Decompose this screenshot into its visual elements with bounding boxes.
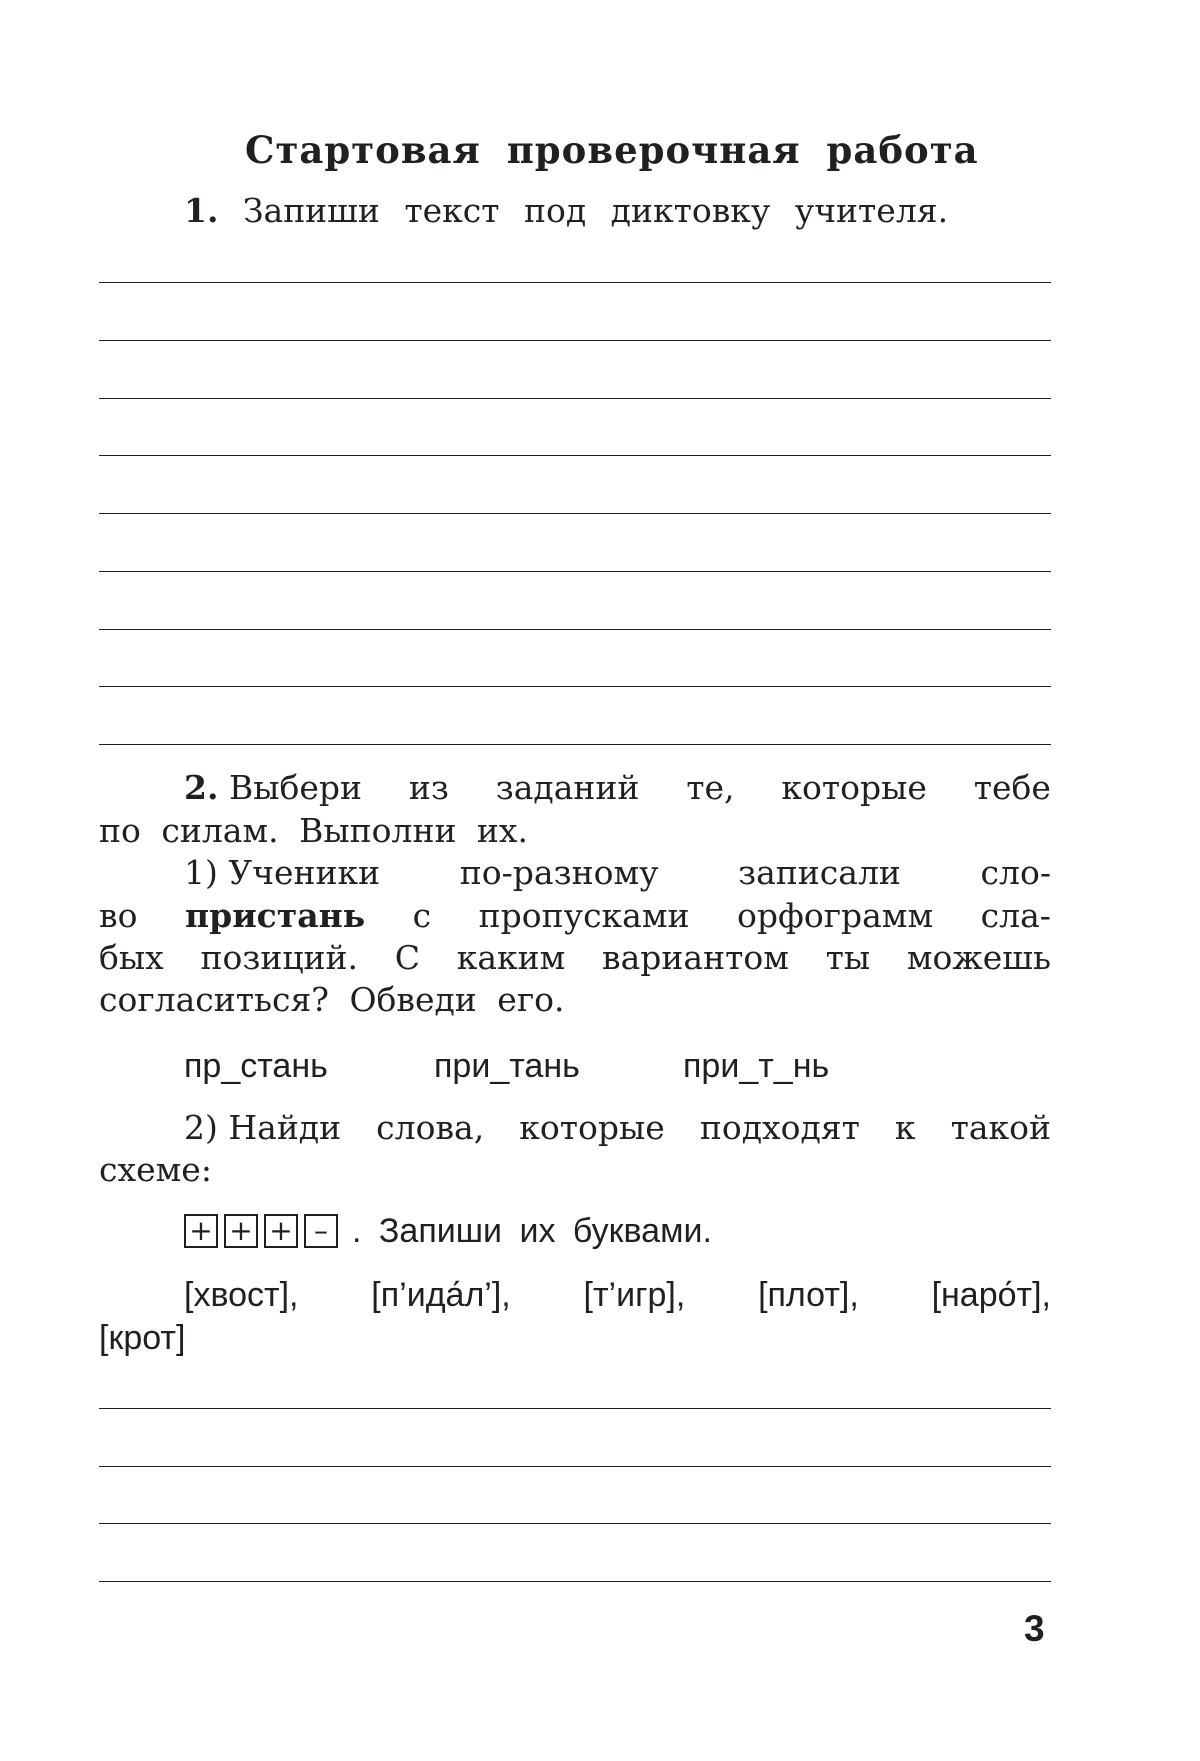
task-2-number: 2. [184,768,219,807]
option-1[interactable]: пр_стань [184,1047,328,1085]
writing-line [99,1408,1051,1409]
subtask-1-line-3: бых позиций. С каким вариантом ты можешь [99,938,1051,977]
subtask-1-line-2: во пристань с пропусками орфограмм сла- [99,896,1051,935]
option-2[interactable]: при_тань [434,1047,580,1085]
writing-line [99,1466,1051,1467]
page-number: 3 [1024,1608,1045,1649]
writing-line [99,1523,1051,1524]
writing-line [99,455,1051,456]
subtask-2-line-2: схеме: [99,1150,212,1189]
writing-line [99,398,1051,399]
keyword: пристань [184,896,366,935]
transcription-words [184,1278,1051,1312]
subtask-1-line-4: согласиться? Обведи его. [99,980,565,1019]
schema-cell: – [304,1214,338,1248]
writing-line [99,744,1051,745]
subtask-1-line-1: 1) Ученики по-разному записали сло- [184,853,1051,892]
subtask-2-instruction: . Запиши их буквами. [352,1212,712,1250]
transcription-word: [п’ида́л’], [371,1276,511,1314]
task-1 [184,191,949,230]
task-1-number: 1. [184,191,219,230]
option-3[interactable]: при_т_нь [683,1047,830,1085]
writing-line [99,282,1051,283]
writing-line [99,629,1051,630]
writing-line [99,513,1051,514]
transcription-word: [плот], [758,1276,859,1314]
sound-schema [184,1214,338,1248]
transcription-word: [наро́т], [931,1276,1051,1314]
task-2-line-2: по силам. Выполни их. [99,811,529,850]
transcription-word: [т’игр], [583,1276,686,1314]
writing-line [99,340,1051,341]
writing-line [99,571,1051,572]
schema-cell: + [264,1214,298,1248]
writing-line [99,1581,1051,1582]
page-title: Стартовая проверочная работа [245,128,979,172]
transcription-word: [хвост], [184,1276,299,1314]
schema-cell: + [224,1214,258,1248]
schema-cell: + [184,1214,218,1248]
transcription-word: [крот] [99,1319,186,1357]
writing-line [99,686,1051,687]
subtask-2-line-1: 2) Найди слова, которые подходят к такой [184,1108,1051,1147]
task-1-text: Запиши текст под диктовку учителя. [242,191,949,230]
task-2-line-1: 2. Выбери из заданий те, которые тебе [184,768,1051,807]
